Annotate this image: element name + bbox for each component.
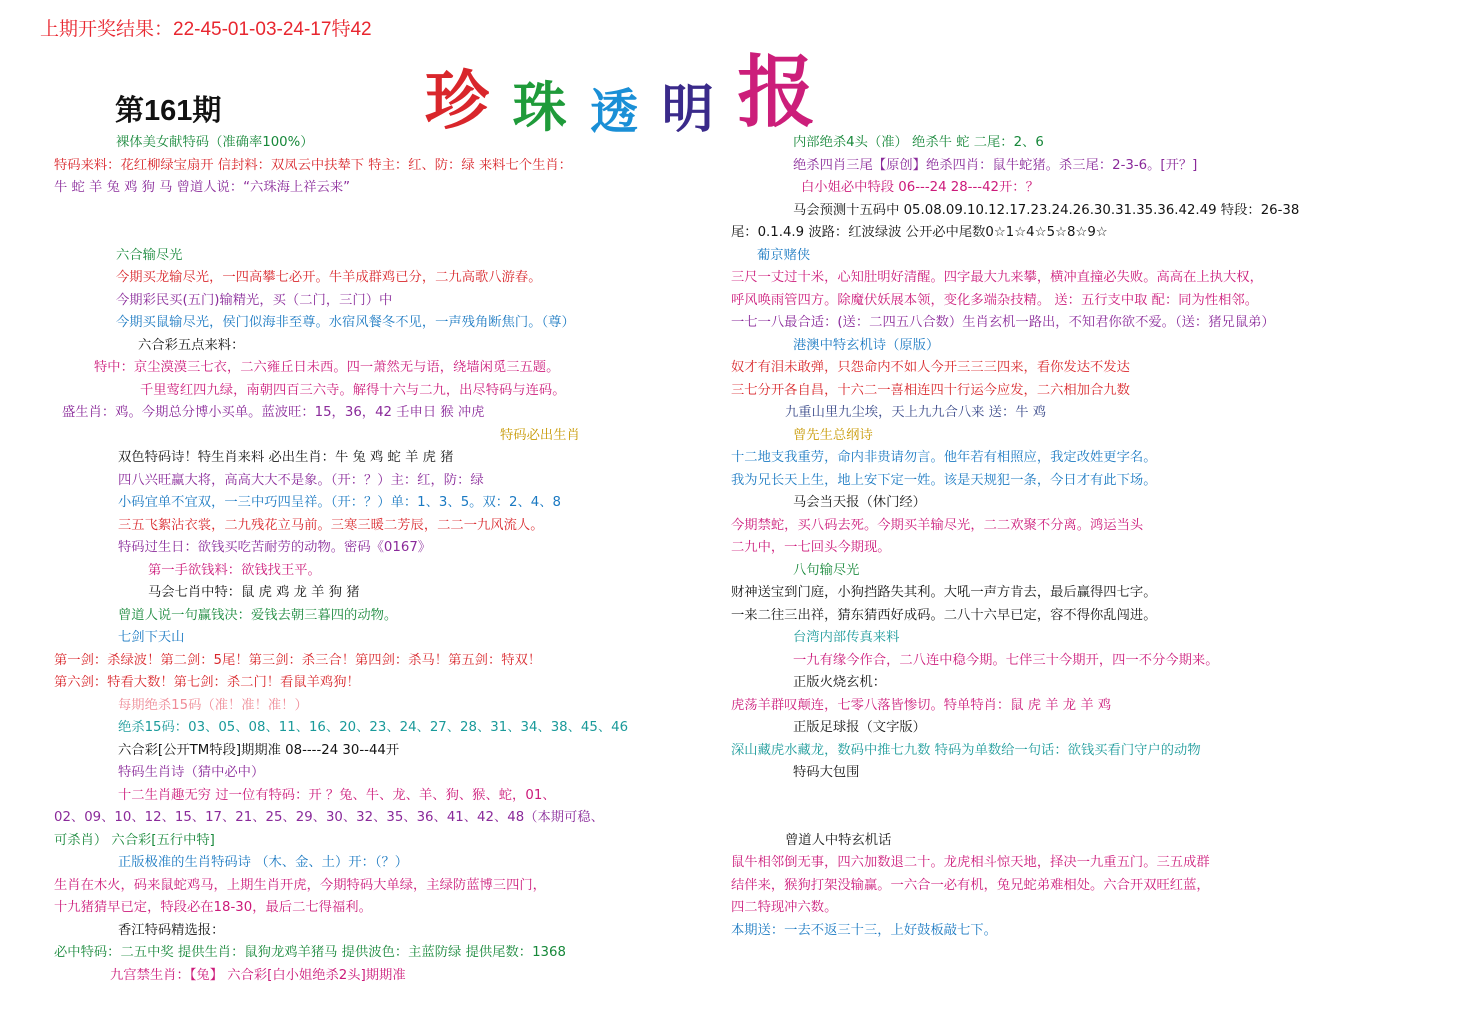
right-text-line: 三尺一丈过十米，心知肚明好清醒。四字最大九来攀，横冲直撞必失败。高高在上执大权，	[731, 270, 1263, 285]
title-char-1: 珍	[425, 64, 489, 139]
right-text-line: 曾先生总纲诗	[793, 427, 873, 443]
right-text-line: 一七一八最合适：(送：二四五八合数）生肖玄机一路出，不知君你欲不爱。（送：猪兄鼠弟）	[731, 315, 1275, 330]
right-text-line: 一九有缘今作合，二八连中稳今期。七伴三十今期开，四一不分今期来。	[793, 652, 1219, 668]
left-text-line: 特码必出生肖	[500, 427, 580, 443]
left-text-line: 六合彩[公开TM特段]期期准 08----24 30--44开	[118, 742, 400, 758]
right-text-line: 虎荡羊群叹颠连，七零八落皆惨切。特单特肖：鼠 虎 羊 龙 羊 鸡	[731, 697, 1112, 713]
left-text-line: 三五飞絮沾衣裳，二九残花立马前。三寒三暖二芳辰，二二一九风流人。	[118, 517, 544, 533]
left-text-line: 02、09、10、12、15、17、21、25、29、30、32、35、36、41、42、48（本期可稳、	[54, 810, 604, 825]
left-text-line: 六合输尽光	[116, 247, 183, 263]
right-text-line: 八句输尽光	[793, 562, 860, 578]
right-text-line: 十二地支我重劳，命内非贵请勿言。他年若有相照应，我定改姓更字名。	[731, 450, 1157, 465]
left-text-line: 盛生肖：鸡。今期总分博小买单。蓝波旺：15，36，42 壬申日 猴 冲虎	[62, 405, 485, 420]
left-text-line: 第一剑：杀绿波！第二剑：5尾！第三剑：杀三合！第四剑：杀马！第五剑：特双！	[54, 652, 542, 668]
right-text-line	[725, 807, 1415, 830]
right-text-line: 正版足球报（文字版）	[793, 720, 926, 735]
right-text-line: 呼风唤雨管四方。除魔伏妖展本领，变化多端杂技精。 送：五行支中取 配：同为性相邻。	[731, 292, 1259, 308]
left-text-line: 绝杀15码：03、05、08、11、16、20、23、24、27、28、31、34、38、45、46	[118, 720, 629, 735]
left-text-line: 今期买龙输尽光，一四高攀七必开。牛羊成群鸡已分，二九高歌八游春。	[116, 270, 542, 285]
previous-result: 上期开奖结果：22-45-01-03-24-17特42	[40, 19, 372, 40]
left-text-line: 可杀肖） 六合彩[五行中特]	[54, 832, 215, 848]
right-text-line: 正版火烧玄机：	[793, 675, 887, 690]
left-text-line: 千里莺红四九绿，南朝四百三六寺。解得十六与二九，出尽特码与连码。	[140, 382, 566, 398]
right-text-line: 财神送宝到门庭，小狗挡路失其利。大吼一声方肯去，最后赢得四七字。	[731, 585, 1157, 600]
left-text-line: 今期彩民买(五门)输精光，买（二门，三门）中	[116, 292, 393, 308]
right-text-line: 港澳中特玄机诗（原版）	[793, 337, 940, 353]
left-text-line: 马会七肖中特：鼠 虎 鸡 龙 羊 狗 猪	[148, 585, 360, 600]
right-text-line: 四二特现冲六数。	[731, 900, 838, 915]
left-text-line: 生肖在木火，码来鼠蛇鸡马，上期生肖开虎，今期特码大单绿，主绿防蓝博三四门，	[54, 877, 546, 893]
title-char-4: 明	[661, 79, 714, 140]
right-text-line: 马会预测十五码中 05.08.09.10.12.17.23.24.26.30.31.35.36.42.49 特段：26-38	[793, 202, 1300, 218]
title-char-3: 透	[590, 84, 639, 140]
newspaper-title	[425, 30, 816, 140]
left-text-line: 特码来料：花红柳绿宝扇开 信封料：双凤云中扶辇下 特主：红、防：绿 来料七个生肖：	[54, 157, 572, 173]
right-text-line	[725, 785, 1415, 808]
title-char-2: 珠	[512, 75, 567, 139]
left-text-line: 双色特码诗！特生肖来料 必出生肖：牛 兔 鸡 蛇 羊 虎 猪	[118, 450, 454, 465]
left-text-line: 特码过生日：欲钱买吃苦耐劳的动物。密码《0167》	[118, 540, 432, 555]
right-text-line: 二九中，一七回头今期现。	[731, 540, 891, 555]
right-text-line: 今期禁蛇，买八码去死。今期买羊输尽光，二二欢聚不分离。鸿运当头	[731, 517, 1144, 533]
left-text-line: 七剑下天山	[118, 630, 185, 645]
left-text-line: 裸体美女献特码（准确率100%）	[116, 135, 314, 150]
left-text-line: 第一手欲钱料：欲钱找王平。	[148, 562, 321, 578]
right-column	[725, 132, 1415, 942]
left-text-line: 牛 蛇 羊 兔 鸡 狗 马 曾道人说：“六珠海上祥云来”	[54, 180, 351, 195]
right-text-line: 尾：0.1.4.9 波路：红波绿波 公开必中尾数0☆1☆4☆5☆8☆9☆	[731, 225, 1108, 240]
right-text-line: 深山藏虎水藏龙，数码中推七九数 特码为单数给一句话：欲钱买看门守户的动物	[731, 742, 1201, 758]
right-text-line: 葡京赌侠	[757, 247, 811, 263]
issue-number: 第161期	[115, 95, 222, 127]
left-text-line: 六合彩五点来料：	[138, 337, 245, 353]
right-text-line: 内部绝杀4头（准） 绝杀牛 蛇 二尾：2、6	[793, 135, 1044, 150]
left-text-line	[48, 200, 678, 223]
left-text-line: 香江特码精选报：	[118, 922, 225, 938]
left-text-line: 每期绝杀15码（准！准！准！）	[118, 697, 308, 713]
right-text-line: 绝杀四肖三尾【原创】绝杀四肖：鼠牛蛇猪。杀三尾：2-3-6。[开？]	[793, 157, 1198, 173]
left-text-line: 特中：京尘漠漠三七衣，二六雍丘日未西。四一萧然无与语，绕墙闲觅三五题。	[94, 360, 560, 375]
right-text-line: 三七分开各自昌，十六二一喜相连四十行运今应发，二六相加合九数	[731, 382, 1130, 398]
right-text-line: 台湾内部传真来料	[793, 630, 900, 645]
left-text-line: 四八兴旺赢大将，高高大大不是象。（开：？）主：红，防：绿	[118, 472, 484, 488]
right-text-line: 白小姐必中特段 06---24 28---42开：？	[801, 180, 1039, 195]
left-text-line	[48, 222, 678, 245]
left-text-line: 曾道人说一句赢钱决：爱钱去朝三暮四的动物。	[118, 607, 398, 623]
right-text-line: 九重山里九尘埃，天上九九合八来 送：牛 鸡	[785, 405, 1047, 420]
left-text-line: 必中特码：二五中奖 提供生肖：鼠狗龙鸡羊猪马 提供波色：主蓝防绿 提供尾数：1368	[54, 945, 566, 960]
right-text-line: 我为兄长天上生，地上安下定一姓。该是天规犯一条，今日才有此下场。	[731, 472, 1157, 488]
right-text-line: 结伴来，猴狗打架没输赢。一六合一必有机，兔兄蛇弟难相处。六合开双旺红蓝，	[731, 877, 1210, 893]
left-text-line: 十二生肖趣无穷 过一位有特码：开 ？兔、牛、龙、羊、狗、猴、蛇，01、	[118, 787, 556, 803]
right-text-line: 曾道人中特玄机话	[785, 832, 892, 848]
right-text-line: 鼠牛相邻倒无事，四六加数退二十。龙虎相斗惊天地，择决一九重五门。三五成群	[731, 855, 1210, 870]
left-text-line: 今期买鼠输尽光，侯门似海非至尊。水宿风餐冬不见，一声残角断焦门。（尊）	[116, 315, 575, 330]
left-text-line: 第六剑：特看大数！第七剑：杀二门！看鼠羊鸡狗！	[54, 675, 360, 690]
right-text-line: 一来二往三出祥，猜东猜西好成码。二八十六早已定，容不得你乱闯进。	[731, 607, 1157, 623]
right-text-line: 特码大包围	[793, 765, 860, 780]
right-text-line: 马会当天报（休门经）	[793, 495, 926, 510]
left-text-line: 九宫禁生肖：【兔】 六合彩[白小姐绝杀2头]期期准	[110, 967, 406, 983]
left-text-line: 特码生肖诗（猜中必中）	[118, 765, 265, 780]
left-text-line: 十九猪猜早已定，特段必在18-30，最后二七得福利。	[54, 900, 372, 915]
left-text-line: 正版极准的生肖特码诗 （木、金、土）开：（？）	[118, 855, 409, 870]
left-column	[48, 132, 678, 987]
right-text-line: 本期送：一去不返三十三，上好鼓板敲七下。	[731, 922, 997, 938]
left-text-line: 小码宜单不宜双，一三中巧四呈祥。（开：？）单：1、3、5。双：2、4、8	[118, 495, 562, 510]
right-text-line: 奴才有泪未敢弹，只怨命内不如人今开三三三四来，看你发达不发达	[731, 360, 1130, 375]
title-char-5: 报	[737, 47, 816, 138]
